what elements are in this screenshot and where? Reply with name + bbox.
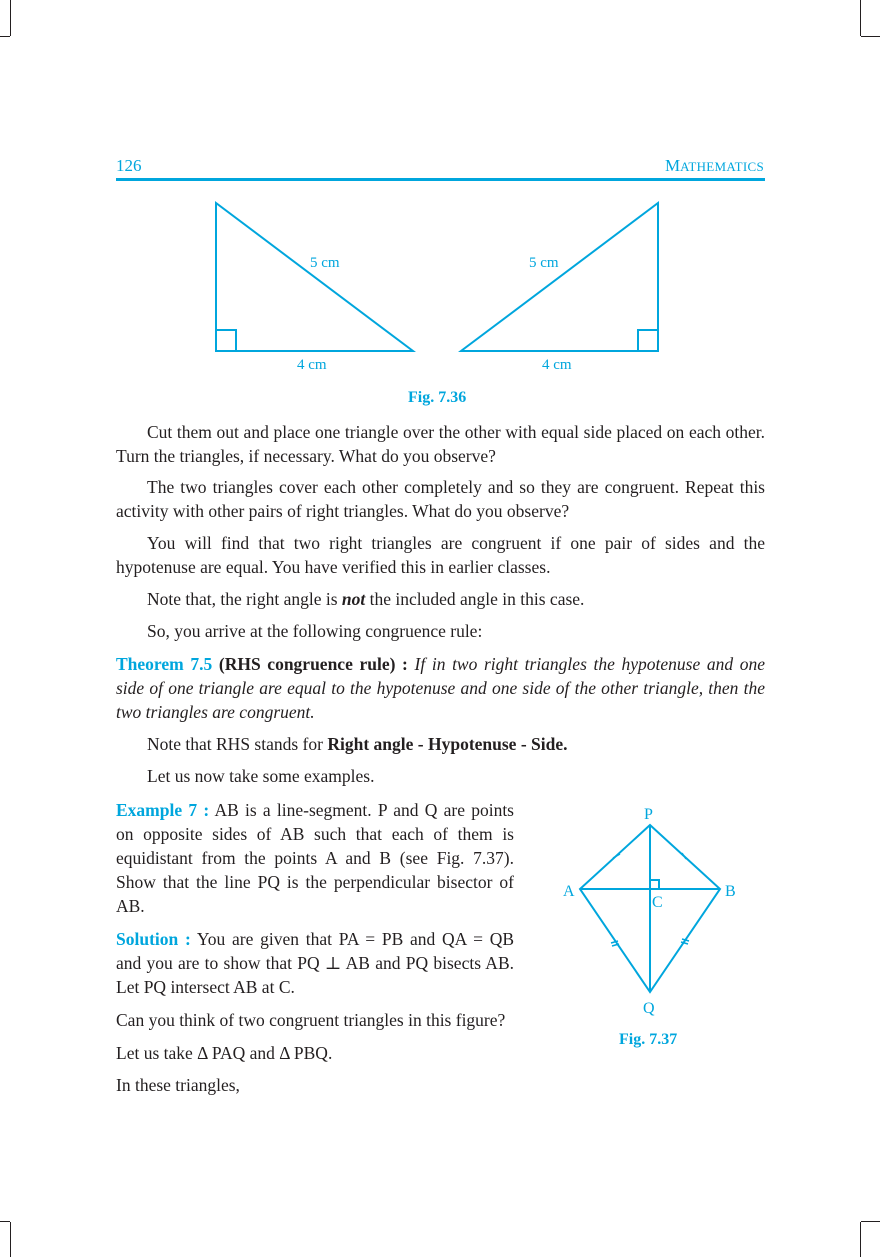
- emphasis-not: not: [341, 589, 366, 609]
- left-hypotenuse-label: 5 cm: [310, 255, 340, 271]
- paragraph-6: Let us now take some examples.: [147, 766, 375, 786]
- label-b: B: [725, 883, 736, 900]
- paragraph-5: So, you arrive at the following congruence rule:: [147, 621, 483, 641]
- example-text: AB is a line-segment. P and Q are points on opposite sides of AB such that each of them is equidistant from the points A and B (see Fig. 7.37). Show that the line PQ is the perpendicular bisector of AB.: [116, 800, 514, 916]
- label-c: C: [652, 894, 663, 911]
- theorem-label: Theorem 7.5: [116, 654, 213, 674]
- figure-7-36-caption: Fig. 7.36: [408, 389, 467, 406]
- rhs-note-start: Note that RHS stands for: [147, 734, 328, 754]
- crop-mark: [10, 1222, 11, 1257]
- page-number: 126: [116, 156, 142, 175]
- in-these-triangles-line: In these triangles,: [116, 1075, 240, 1095]
- tick-bq-1: [682, 939, 689, 941]
- theorem-statement: If in two right triangles the hypotenuse and one side of one triangle are equal to the hypotenuse and one side of the other triangle, then the two triangles are congruent.: [116, 654, 766, 722]
- right-base-label: 4 cm: [542, 357, 572, 373]
- crop-mark: [861, 1221, 880, 1222]
- page-header-title-rest: ATHEMATICS: [680, 159, 764, 174]
- label-p: P: [644, 806, 653, 823]
- figure-7-37-caption: Fig. 7.37: [619, 1031, 678, 1048]
- label-a: A: [563, 883, 575, 900]
- question-line: Can you think of two congruent triangles in this figure?: [116, 1010, 506, 1030]
- rhs-note-bold: Right angle - Hypotenuse - Side.: [327, 734, 568, 754]
- label-q: Q: [643, 1000, 655, 1017]
- paragraph-3: You will find that two right triangles are congruent if one pair of sides and the hypotenuse are equal. You have verified this in earlier classes.: [116, 533, 765, 577]
- left-base-label: 4 cm: [297, 357, 327, 373]
- paragraph-2: The two triangles cover each other completely and so they are congruent. Repeat this activity with other pairs of right triangles. What do you observe?: [116, 477, 765, 521]
- paragraph-1: Cut them out and place one triangle over the other with equal side placed on each other. Turn the triangles, if necessary. What do you observe?: [116, 422, 765, 466]
- example-label: Example 7 :: [116, 800, 210, 820]
- right-hypotenuse-label: 5 cm: [529, 255, 559, 271]
- theorem-name: (RHS congruence rule) :: [212, 654, 415, 674]
- paragraph-4-start: Note that, the right angle is: [147, 589, 342, 609]
- paragraph-4-end: the included angle in this case.: [365, 589, 585, 609]
- triangles-line: Let us take Δ PAQ and Δ PBQ.: [116, 1043, 333, 1063]
- right-angle-mark-c: [650, 880, 659, 889]
- crop-mark: [0, 1221, 10, 1222]
- page-header-title-initial: M: [664, 156, 681, 175]
- crop-mark: [860, 1222, 861, 1257]
- solution-label: Solution :: [116, 929, 191, 949]
- solution-text: You are given that PA = PB and QA = QB and you are to show that PQ ⊥ AB and PQ bisects AB. Let PQ intersect AB at C.: [116, 929, 514, 997]
